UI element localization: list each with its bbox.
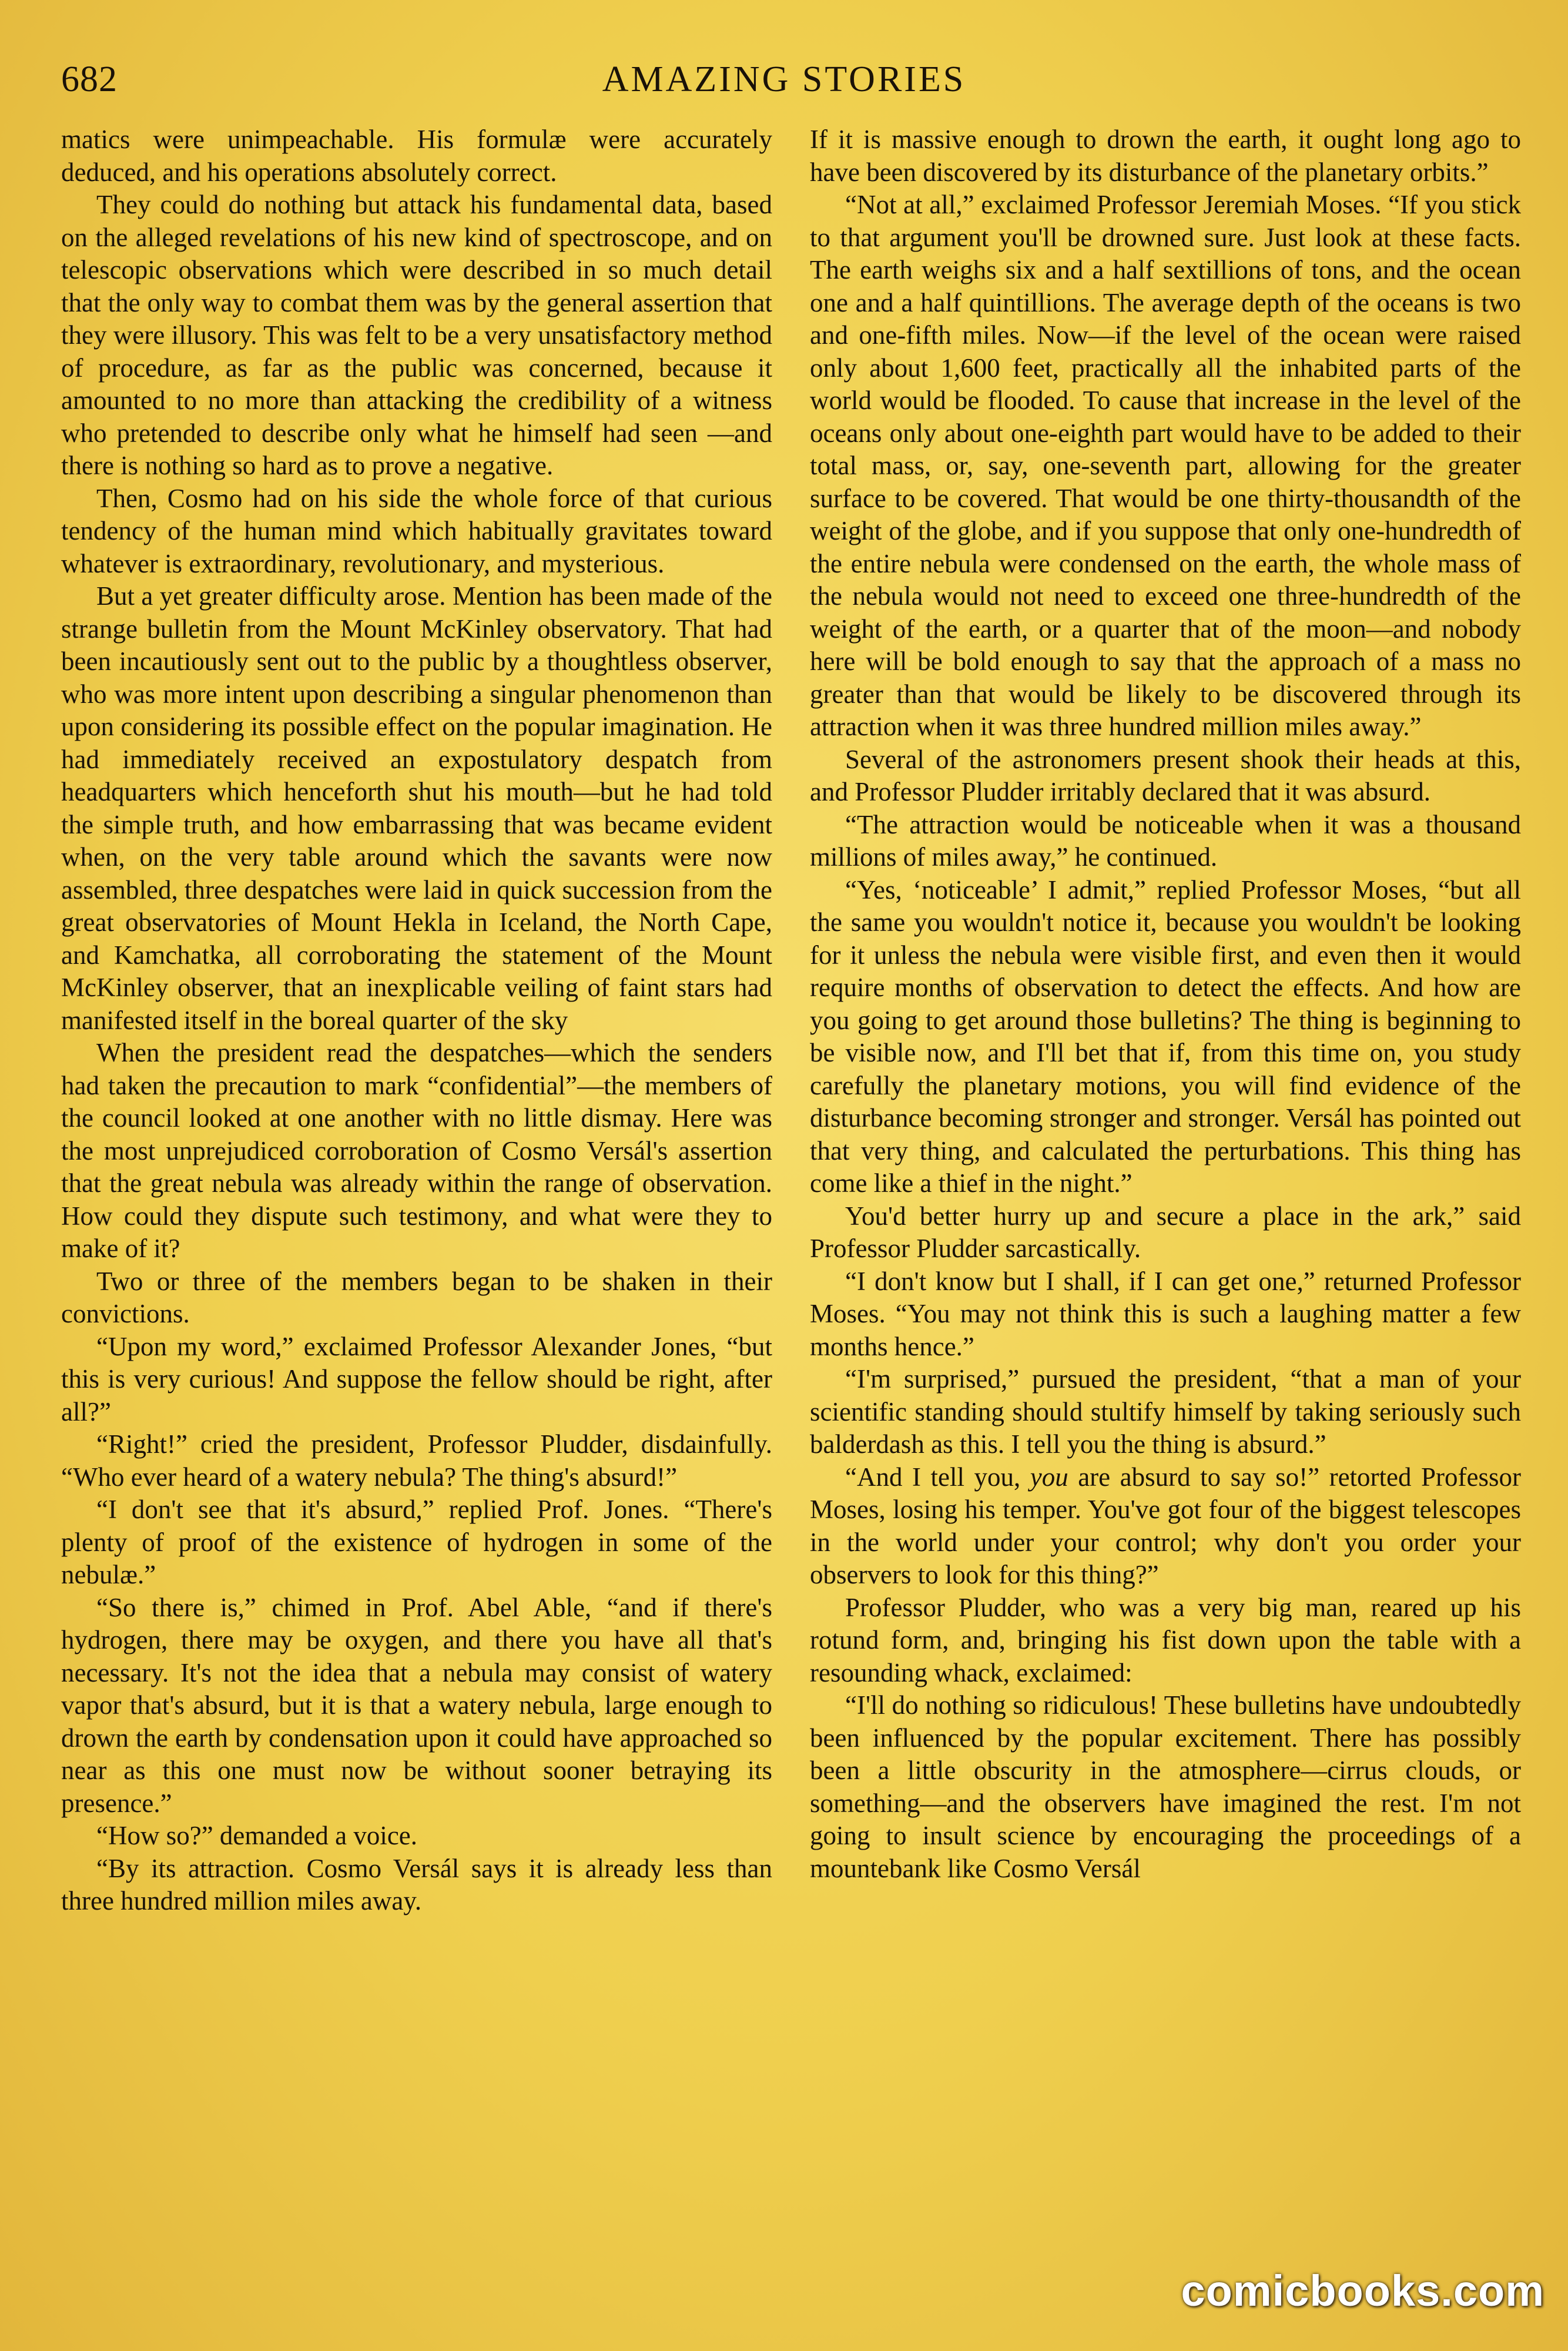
paragraph: When the president read the despatches—which the senders had taken the precaution to mark “confidential”—the members of the council looked at one another with no little dismay. Here was the most unprejudiced corroboration of Cosmo Versál's assertion that the great nebula was already within the range of observation. How could they dispute such testimony, and what were they to make of it? — [61, 1038, 772, 1263]
paragraph: “So there is,” chimed in Prof. Abel Able, “and if there's hydrogen, there may be oxygen, and there you have all that's necessary. It's not the idea that a nebula may consist of watery vapor that's absurd, but it is that a watery nebula, large enough to drown the earth by condensation upon it could have approached so near as this one must now be without sooner betraying its presence.” — [61, 1592, 772, 1818]
paragraph: “And I tell you, you are absurd to say so!” retorted Professor Moses, losing his temper. You've got four of the biggest telescopes in the world under your control; why don't you order your observers to look for this thing?” — [810, 1462, 1521, 1589]
paragraph: Two or three of the members began to be shaken in their convictions. — [61, 1266, 772, 1328]
paragraph: Professor Pludder, who was a very big man, reared up his rotund form, and, bringing his fist down upon the table with a resounding whack, exclaimed: — [810, 1592, 1521, 1687]
paragraph: “I don't see that it's absurd,” replied Prof. Jones. “There's plenty of proof of the existence of hydrogen in some of the nebulæ.” — [61, 1495, 772, 1589]
page-header — [61, 59, 1507, 112]
left-column — [61, 123, 772, 2310]
running-title: AMAZING STORIES — [602, 59, 966, 99]
paragraph: You'd better hurry up and secure a place in the ark,” said Professor Pludder sarcastically. — [810, 1201, 1521, 1263]
paragraph: “Yes, ‘noticeable’ I admit,” replied Professor Moses, “but all the same you wouldn't notice it, because you wouldn't be looking for it unless the nebula were visible first, and even then it would require months of observation to detect the effects. And how are you going to get around those bulletins? The thing is beginning to be visible now, and I'll bet that if, from this time on, you study carefully the planetary motions, you will find evidence of the disturbance becoming stronger and stronger. Versál has pointed out that very thing, and calculated the perturbations. This thing has come like a thief in the night.” — [810, 875, 1521, 1198]
paragraph: “Not at all,” exclaimed Professor Jeremiah Moses. “If you stick to that argument you'll be drowned sure. Just look at these facts. The earth weighs six and a half sextillions of tons, and the ocean one and a half quintillions. The average depth of the oceans is two and one-fifth miles. Now—if the level of the ocean were raised only about 1,600 feet, practically all the inhabited parts of the world would be flooded. To cause that increase in the level of the oceans only about one-eighth part would have to be added to their total mass, or, say, one-seventh part, allowing for the greater surface to be covered. That would be one thirty-thousandth of the weight of the globe, and if you suppose that only one-hundredth of the entire nebula were condensed on the earth, the whole mass of the nebula would not need to exceed one three-hundredth of the weight of the earth, or a quarter that of the moon—and nobody here will be bold enough to say that the approach of a mass no greater than that would be likely to be discovered through its attraction when it was three hundred million miles away.” — [810, 190, 1521, 741]
paragraph: “By its attraction. Cosmo Versál says it is already less than three hundred million miles away. — [61, 1853, 772, 1915]
paragraph: matics were unimpeachable. His formulæ were accurately deduced, and his operations absolutely correct. — [61, 125, 772, 187]
watermark-logo: comicbooks.com — [1181, 2266, 1544, 2315]
paragraph: “How so?” demanded a voice. — [96, 1821, 418, 1850]
page-number: 682 — [61, 59, 118, 99]
paragraph: “Upon my word,” exclaimed Professor Alexander Jones, “but this is very curious! And suppose the fellow should be right, after all?” — [61, 1331, 772, 1426]
paragraph: “The attraction would be noticeable when it was a thousand millions of miles away,” he continued. — [810, 809, 1521, 872]
paragraph: They could do nothing but attack his fundamental data, based on the alleged revelations of his new kind of spectroscope, and on telescopic observations which were described in so much detail that the only way to combat them was by the general assertion that they were illusory. This was felt to be a very unsatisfactory method of procedure, as far as the public was concerned, because it amounted to no more than attacking the credibility of a witness who pretended to describe only what he himself had seen —and there is nothing so hard as to prove a negative. — [61, 190, 772, 480]
paragraph: “I'll do nothing so ridiculous! These bulletins have undoubtedly been influenced by the popular excitement. There has possibly been a little obscurity in the atmosphere—cirrus clouds, or something—and the observers have imagined the rest. I'm not going to insult science by encouraging the proceedings of a mountebank like Cosmo Versál — [810, 1690, 1521, 1883]
paragraph: “I'm surprised,” pursued the president, “that a man of your scientific standing should stultify himself by taking seriously such balderdash as this. I tell you the thing is absurd.” — [810, 1364, 1521, 1459]
paragraph: “I don't know but I shall, if I can get one,” returned Professor Moses. “You may not think this is such a laughing matter a few months hence.” — [810, 1266, 1521, 1361]
paragraph: Then, Cosmo had on his side the whole force of that curious tendency of the human mind which habitually gravitates toward whatever is extraordinary, revolutionary, and mysterious. — [61, 483, 772, 578]
right-column — [810, 123, 1521, 2310]
paragraph: But a yet greater difficulty arose. Mention has been made of the strange bulletin from the Mount McKinley observatory. That had been incautiously sent out to the public by a thoughtless observer, who was more intent upon describing a singular phenomenon than upon considering its possible effect on the popular imagination. He had immediately received an expostulatory despatch from headquarters which henceforth shut his mouth—but he had told the simple truth, and how embarrassing that was became evident when, on the very table around which the savants were now assembled, three despatches were laid in quick succession from the great observatories of Mount Hekla in Iceland, the North Cape, and Kamchatka, all corroborating the statement of the Mount McKinley observer, that an inexplicable veiling of faint stars had manifested itself in the boreal quarter of the sky — [61, 581, 772, 1035]
paragraph: If it is massive enough to drown the earth, it ought long ago to have been discovered by its disturbance of the planetary orbits.” — [810, 125, 1521, 187]
paragraph: Several of the astronomers present shook their heads at this, and Professor Pludder irritably declared that it was absurd. — [810, 744, 1521, 806]
paragraph: “Right!” cried the president, Professor Pludder, disdainfully. “Who ever heard of a watery nebula? The thing's absurd!” — [61, 1429, 772, 1492]
